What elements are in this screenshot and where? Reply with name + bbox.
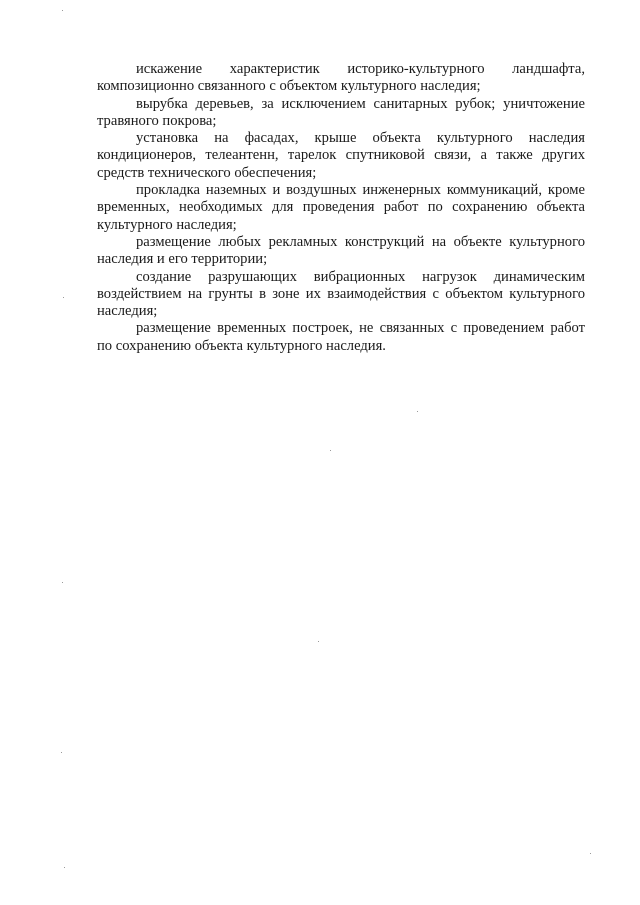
scan-speck bbox=[62, 10, 63, 11]
list-item: размещение любых рекламных конструкций на объекте культурного наследия и его территории; bbox=[97, 233, 585, 268]
list-item: установка на фасадах, крыше объекта культурного наследия кондиционеров, телеантенн, тарелок спутниковой связи, а также других средств технического обеспечения; bbox=[97, 130, 585, 181]
list-item: прокладка наземных и воздушных инженерных коммуникаций, кроме временных, необходимых для проведения работ по сохранению объекта культурного наследия; bbox=[97, 182, 585, 233]
scan-speck bbox=[64, 867, 65, 868]
scan-speck bbox=[63, 297, 64, 298]
list-item: размещение временных построек, не связанных с проведением работ по сохранению объекта культурного наследия. bbox=[97, 320, 585, 354]
scan-speck bbox=[318, 641, 319, 642]
list-item: искажение характеристик историко-культурного ландшафта, композиционно связанного с объектом культурного наследия; bbox=[97, 61, 585, 95]
scan-speck bbox=[61, 752, 62, 753]
list-item: вырубка деревьев, за исключением санитарных рубок; уничтожение травяного покрова; bbox=[97, 95, 585, 129]
scan-speck bbox=[417, 411, 418, 412]
scan-speck bbox=[62, 582, 63, 583]
document-body bbox=[97, 61, 585, 355]
scan-speck bbox=[590, 853, 591, 854]
list-item: создание разрушающих вибрационных нагрузок динамическим воздействием на грунты в зоне их взаимодействия с объектом культурного наследия; bbox=[97, 268, 585, 320]
scan-speck bbox=[330, 450, 331, 451]
